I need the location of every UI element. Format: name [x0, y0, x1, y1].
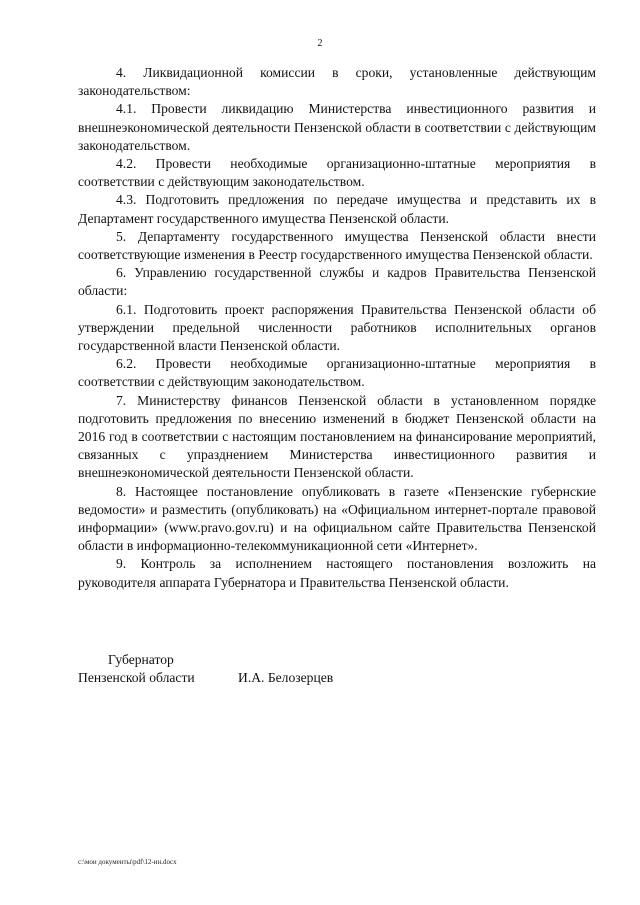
- paragraph-4: 4. Ликвидационной комиссии в сроки, установленные действующим законодательством:: [78, 65, 596, 99]
- signature-block: [78, 651, 478, 688]
- footer-file-path: c:\мои документы\pdf\12-ин.docx: [78, 858, 177, 866]
- paragraph-4-1: 4.1. Провести ликвидацию Министерства инвестиционного развития и внешнеэкономической деятельности Пензенской области в соответствии с действующим законодательством.: [78, 101, 596, 153]
- paragraph-5: 5. Департаменту государственного имущества Пензенской области внести соответствующие изменения в Реестр государственного имущества Пензенской области.: [78, 228, 596, 263]
- page-number: 2: [317, 38, 323, 49]
- paragraph-6-1: 6.1. Подготовить проект распоряжения Правительства Пензенской области об утверждении предельной численности работников исполнительных органов государственной власти Пензенской области.: [78, 301, 596, 354]
- paragraph-4-3: 4.3. Подготовить предложения по передаче имущества и представить их в Департамент государственного имущества Пензенской области.: [78, 192, 596, 226]
- paragraph-6-2: 6.2. Провести необходимые организационно-штатные мероприятия в соответствии с действующим законодательством.: [78, 356, 596, 390]
- paragraph-7: 7. Министерству финансов Пензенской области в установленном порядке подготовить предложения по внесению изменений в бюджет Пензенской области на 2016 год в соответствии с настоящим постановлением на финансирование мероприятий, связанных с упразднением Министерства инвестиционного развития и внешнеэкономической деятельности Пензенской области.: [78, 392, 596, 481]
- document-body: [78, 64, 596, 592]
- paragraph-9: 9. Контроль за исполнением настоящего постановления возложить на руководителя аппарата Губернатора и Правительства Пензенской области.: [78, 556, 596, 590]
- signature-row: [78, 669, 478, 687]
- paragraph-6: 6. Управлению государственной службы и кадров Правительства Пензенской области:: [78, 265, 596, 299]
- signature-name: И.А. Белозерцев: [238, 670, 334, 686]
- signature-title-line1: Губернатор: [108, 652, 174, 667]
- signature-title-line2: Пензенской области: [78, 670, 195, 686]
- paragraph-8: 8. Настоящее постановление опубликовать в газете «Пензенские губернские ведомости» и разместить (опубликовать) на «Официальном интернет-портале правовой информации» (www.pravo.gov.ru) и на официальном сайте Правительства Пензенской области в информационно-телекоммуникационной сети «Интернет».: [78, 483, 596, 554]
- paragraph-4-2: 4.2. Провести необходимые организационно-штатные мероприятия в соответствии с действующим законодательством.: [78, 156, 596, 190]
